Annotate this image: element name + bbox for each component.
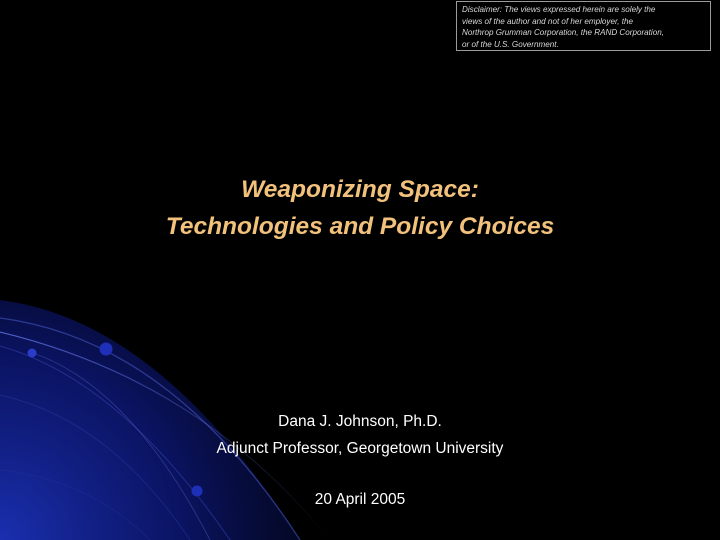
author-affiliation: Adjunct Professor, Georgetown University (216, 440, 504, 457)
disclaimer-line: Disclaimer: The views expressed herein are solely the (462, 5, 656, 14)
disclaimer-line: views of the author and not of her employer, the (462, 16, 633, 26)
orb-dot (28, 349, 37, 358)
disclaimer-line: or of the U.S. Government. (462, 40, 559, 50)
disclaimer-line: Northrop Grumman Corporation, the RAND Corporation, (462, 28, 664, 38)
presentation-date: 20 April 2005 (314, 491, 406, 508)
disclaimer-box (456, 1, 711, 51)
author-name: Dana J. Johnson, Ph.D. (278, 413, 442, 430)
slide-title-line-2: Technologies and Policy Choices (165, 213, 555, 240)
orb-dot (100, 343, 113, 356)
slide-title-line-1: Weaponizing Space: (241, 176, 479, 203)
